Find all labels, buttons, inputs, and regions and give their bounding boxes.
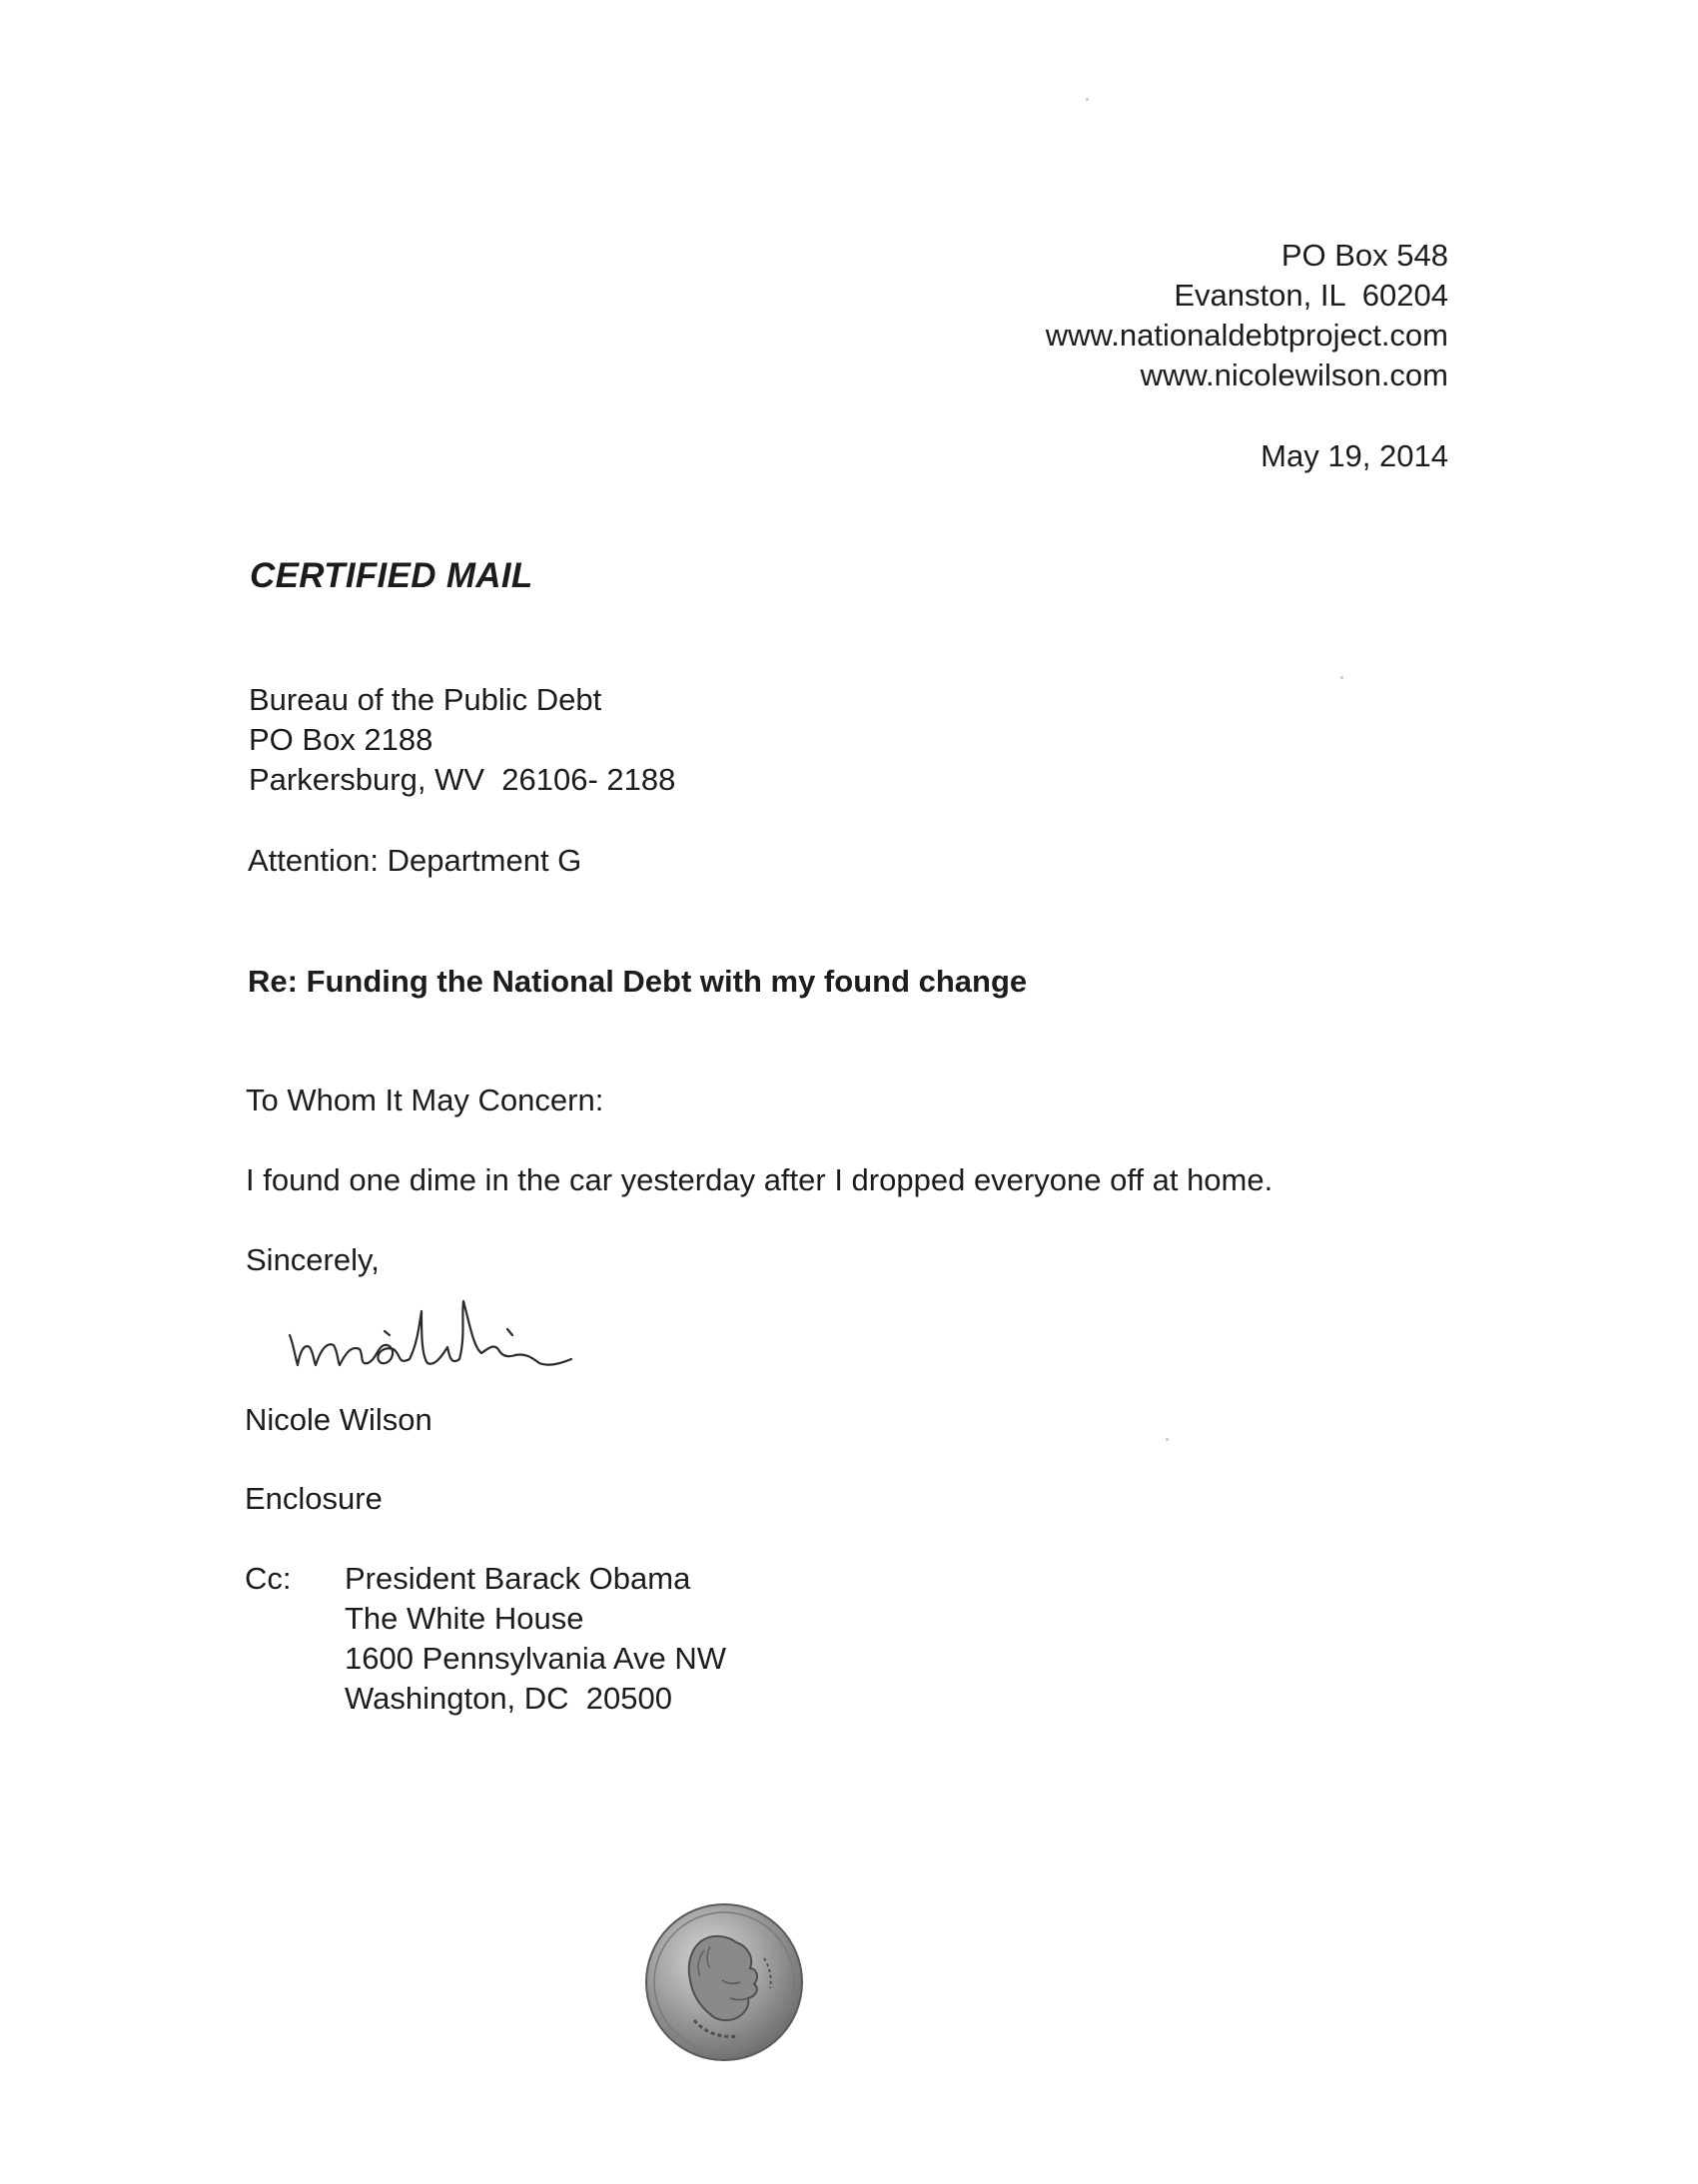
recipient-line-2: PO Box 2188 xyxy=(249,722,433,757)
signature-dot xyxy=(385,1331,390,1335)
scan-speck xyxy=(1340,676,1343,679)
signature-tick xyxy=(507,1329,512,1335)
signer-name: Nicole Wilson xyxy=(245,1402,432,1437)
scan-speck xyxy=(1086,98,1089,101)
scan-speck xyxy=(1166,1438,1169,1441)
sender-line-2: Evanston, IL 60204 xyxy=(1174,278,1448,313)
salutation: To Whom It May Concern: xyxy=(246,1083,604,1117)
cc-line-2: The White House xyxy=(345,1601,584,1636)
handwritten-signature xyxy=(286,1273,615,1383)
cc-address xyxy=(345,1559,726,1719)
dime-coin-icon xyxy=(644,1902,804,2062)
cc-line-3: 1600 Pennsylvania Ave NW xyxy=(345,1641,726,1676)
closing: Sincerely, xyxy=(246,1242,380,1277)
cc-label: Cc: xyxy=(245,1561,292,1596)
sender-website-2: www.nicolewilson.com xyxy=(1140,358,1448,392)
signature-stroke xyxy=(290,1301,571,1365)
sender-address xyxy=(1046,236,1448,395)
sender-website-1: www.nationaldebtproject.com xyxy=(1045,318,1448,353)
cc-line-1: President Barack Obama xyxy=(345,1561,691,1596)
subject-line: Re: Funding the National Debt with my found change xyxy=(248,964,1028,999)
recipient-address xyxy=(249,680,675,800)
letter-body: I found one dime in the car yesterday after I dropped everyone off at home. xyxy=(246,1162,1274,1197)
letter-date: May 19, 2014 xyxy=(1261,438,1448,473)
recipient-line-1: Bureau of the Public Debt xyxy=(249,682,602,717)
cc-line-4: Washington, DC 20500 xyxy=(345,1681,672,1716)
recipient-line-3: Parkersburg, WV 26106- 2188 xyxy=(249,762,676,797)
attention-line: Attention: Department G xyxy=(248,843,582,878)
certified-mail-heading: CERTIFIED MAIL xyxy=(250,556,533,595)
enclosure-label: Enclosure xyxy=(245,1481,383,1516)
sender-line-1: PO Box 548 xyxy=(1280,238,1448,273)
